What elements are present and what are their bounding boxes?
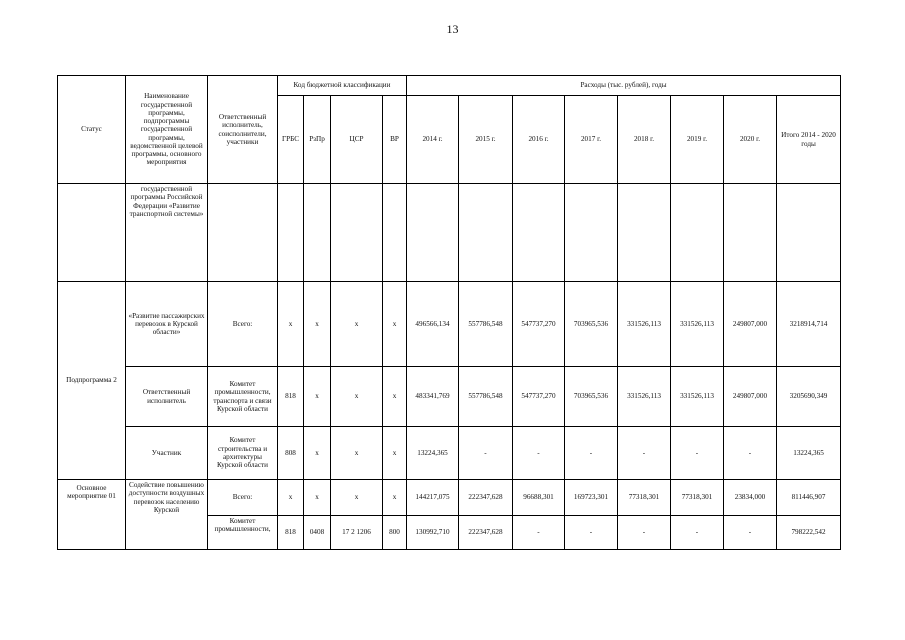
row-value: 483341,769 — [407, 367, 459, 427]
row-csr: 17 2 1206 — [331, 516, 383, 550]
row-status: Подпрограмма 2 — [58, 282, 126, 480]
row-value: - — [459, 427, 513, 480]
row-value: 331526,113 — [618, 367, 671, 427]
row-value: 77318,301 — [618, 480, 671, 516]
row-rzpr — [304, 184, 331, 282]
header-vr: ВР — [383, 96, 407, 184]
row-value — [513, 184, 565, 282]
row-value: 77318,301 — [671, 480, 724, 516]
row-value: 130992,710 — [407, 516, 459, 550]
header-expenses-group: Расходы (тыс. рублей), годы — [407, 76, 841, 96]
row-value: 331526,113 — [671, 282, 724, 367]
page-number: 13 — [446, 22, 459, 36]
row-grbs: х — [278, 480, 304, 516]
row-rzpr: 0408 — [304, 516, 331, 550]
row-csr: х — [331, 427, 383, 480]
row-value: - — [513, 427, 565, 480]
row-value — [724, 184, 777, 282]
header-year-2016: 2016 г. — [513, 96, 565, 184]
row-value: 249807,000 — [724, 367, 777, 427]
table-row — [58, 480, 841, 516]
row-value: - — [618, 516, 671, 550]
row-csr: х — [331, 480, 383, 516]
row-value: 222347,628 — [459, 480, 513, 516]
header-year-total: Итого 2014 - 2020 годы — [777, 96, 841, 184]
row-name: Ответственный исполнитель — [126, 367, 208, 427]
row-value: 222347,628 — [459, 516, 513, 550]
table-row — [58, 367, 841, 427]
row-rzpr: х — [304, 282, 331, 367]
row-value — [777, 184, 841, 282]
row-name: Участник — [126, 427, 208, 480]
header-rzpr: РзПр — [304, 96, 331, 184]
row-value: 798222,542 — [777, 516, 841, 550]
row-csr — [331, 184, 383, 282]
row-csr: х — [331, 282, 383, 367]
row-executor: Всего: — [208, 480, 278, 516]
row-vr: 800 — [383, 516, 407, 550]
row-value: 703965,536 — [565, 282, 618, 367]
row-value: 557786,548 — [459, 367, 513, 427]
row-value — [618, 184, 671, 282]
row-value: 96688,301 — [513, 480, 565, 516]
row-value: 331526,113 — [618, 282, 671, 367]
row-grbs — [278, 184, 304, 282]
table-row — [58, 427, 841, 480]
row-value: 3205690,349 — [777, 367, 841, 427]
row-value — [407, 184, 459, 282]
header-executor: Ответственный исполнитель, соисполнители, участники — [208, 76, 278, 184]
row-rzpr: х — [304, 367, 331, 427]
row-status — [58, 184, 126, 282]
row-status: Основное мероприятие 01 — [58, 480, 126, 550]
header-budget-code-group: Код бюджетной классификации — [278, 76, 407, 96]
row-value: - — [724, 427, 777, 480]
budget-table — [57, 75, 841, 550]
row-value: 547737,270 — [513, 367, 565, 427]
row-value: 557786,548 — [459, 282, 513, 367]
row-value: 13224,365 — [777, 427, 841, 480]
header-year-2019: 2019 г. — [671, 96, 724, 184]
row-vr: х — [383, 282, 407, 367]
row-value: - — [671, 427, 724, 480]
row-grbs: 818 — [278, 367, 304, 427]
row-vr: х — [383, 480, 407, 516]
row-value: 23834,000 — [724, 480, 777, 516]
row-value: - — [565, 516, 618, 550]
header-name: Наименование государственной программы, подпрограммы государственной программы, ведомственной целевой программы, основного мероприятия — [126, 76, 208, 184]
row-value — [565, 184, 618, 282]
row-value: 13224,365 — [407, 427, 459, 480]
row-grbs: 818 — [278, 516, 304, 550]
header-year-2020: 2020 г. — [724, 96, 777, 184]
row-value: - — [565, 427, 618, 480]
row-value: - — [513, 516, 565, 550]
row-value: 496566,134 — [407, 282, 459, 367]
header-status: Статус — [58, 76, 126, 184]
row-value: - — [724, 516, 777, 550]
row-name: Содействие повышению доступности воздушных перевозок населению Курской — [126, 480, 208, 550]
row-value: 249807,000 — [724, 282, 777, 367]
header-year-2015: 2015 г. — [459, 96, 513, 184]
row-executor: Комитет промышленности, транспорта и связи Курской области — [208, 367, 278, 427]
row-value: 3218914,714 — [777, 282, 841, 367]
header-year-2017: 2017 г. — [565, 96, 618, 184]
row-grbs: 808 — [278, 427, 304, 480]
header-year-2018: 2018 г. — [618, 96, 671, 184]
row-value: 169723,301 — [565, 480, 618, 516]
row-value: 703965,536 — [565, 367, 618, 427]
row-executor: Комитет промышленности, — [208, 516, 278, 550]
row-rzpr: х — [304, 427, 331, 480]
row-vr: х — [383, 427, 407, 480]
row-value: 811446,907 — [777, 480, 841, 516]
row-name: государственной программы Российской Федерации «Развитие транспортной системы» — [126, 184, 208, 282]
row-vr: х — [383, 367, 407, 427]
row-value: - — [671, 516, 724, 550]
row-name: «Развитие пассажирских перевозок в Курской области» — [126, 282, 208, 367]
table-row — [58, 282, 841, 367]
row-value — [459, 184, 513, 282]
header-csr: ЦСР — [331, 96, 383, 184]
row-vr — [383, 184, 407, 282]
row-executor: Комитет строительства и архитектуры Курской области — [208, 427, 278, 480]
row-value: 144217,075 — [407, 480, 459, 516]
row-executor — [208, 184, 278, 282]
row-grbs: х — [278, 282, 304, 367]
row-executor: Всего: — [208, 282, 278, 367]
row-value: 331526,113 — [671, 367, 724, 427]
row-value: - — [618, 427, 671, 480]
table-row — [58, 184, 841, 282]
header-row-1 — [58, 76, 841, 96]
row-value — [671, 184, 724, 282]
header-year-2014: 2014 г. — [407, 96, 459, 184]
header-grbs: ГРБС — [278, 96, 304, 184]
row-csr: х — [331, 367, 383, 427]
row-value: 547737,270 — [513, 282, 565, 367]
row-rzpr: х — [304, 480, 331, 516]
